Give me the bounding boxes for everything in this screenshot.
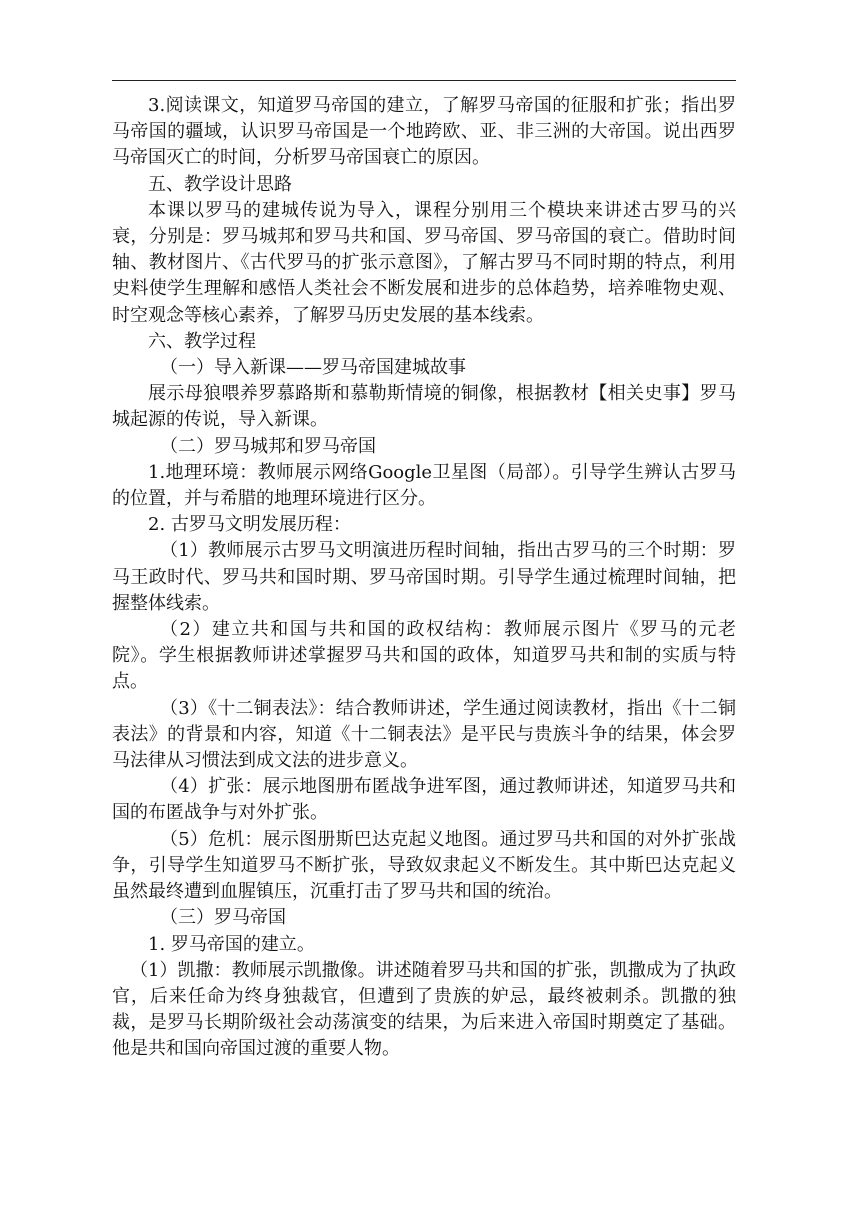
paragraph-republic: （2）建立共和国与共和国的政权结构：教师展示图片《罗马的元老院》。学生根据教师讲述掌握罗马共和国的政体，知道罗马共和制的实质与特点。 — [112, 619, 736, 693]
document-body — [112, 93, 736, 1063]
paragraph-expansion: （4）扩张：展示地图册布匿战争进军图，通过教师讲述，知道罗马共和国的布匿战争与对外扩张。 — [112, 776, 736, 824]
paragraph-design-ideas: 本课以罗马的建城传说为导入，课程分别用三个模块来讲述古罗马的兴衰，分别是：罗马城邦和罗马共和国、罗马帝国、罗马帝国的衰亡。借助时间轴、教材图片、《古代罗马的扩张示意图》，了解古罗马不同时期的特点，利用史料使学生理解和感悟人类社会不断发展和进步的总体趋势，培养唯物史观、时空观念等核心素养，了解罗马历史发展的基本线索。 — [112, 199, 736, 326]
paragraph-timeline: （1）教师展示古罗马文明演进历程时间轴，指出古罗马的三个时期：罗马王政时代、罗马共和国时期、罗马帝国时期。引导学生通过梳理时间轴，把握整体线索。 — [112, 540, 736, 614]
paragraph-empire-founding: 1. 罗马帝国的建立。 — [148, 933, 315, 955]
heading-design-ideas: 五、教学设计思路 — [148, 173, 292, 195]
header-rule — [112, 80, 736, 81]
paragraph-introduction: 展示母狼喂养罗慕路斯和慕勒斯情境的铜像，根据教材【相关史事】罗马城起源的传说，导入新课。 — [112, 383, 736, 431]
paragraph-development: 2. 古罗马文明发展历程： — [148, 514, 351, 536]
subheading-city-state: （二）罗马城邦和罗马帝国 — [160, 435, 376, 457]
heading-teaching-process: 六、教学过程 — [148, 330, 256, 352]
paragraph-objective-3: 3.阅读课文，知道罗马帝国的建立，了解罗马帝国的征服和扩张；指出罗马帝国的疆域，认识罗马帝国是一个地跨欧、亚、非三洲的大帝国。说出西罗马帝国灭亡的时间，分析罗马帝国衰亡的原因。 — [112, 95, 736, 169]
paragraph-crisis: （5）危机：展示图册斯巴达克起义地图。通过罗马共和国的对外扩张战争，引导学生知道罗马不断扩张，导致奴隶起义不断发生。其中斯巴达克起义虽然最终遭到血腥镇压，沉重打击了罗马共和国的统治。 — [112, 828, 736, 903]
paragraph-caesar: （1）凯撒：教师展示凯撒像。讲述随着罗马共和国的扩张，凯撒成为了执政官，后来任命为终身独裁官，但遭到了贵族的妒忌，最终被刺杀。凯撒的独裁，是罗马长期阶级社会动荡演变的结果，为后来进入帝国时期奠定了基础。他是共和国向帝国过渡的重要人物。 — [112, 959, 736, 1060]
subheading-empire: （三）罗马帝国 — [160, 907, 286, 929]
paragraph-twelve-tables: （3）《十二铜表法》：结合教师讲述，学生通过阅读教材，指出《十二铜表法》的背景和内容，知道《十二铜表法》是平民与贵族斗争的结果，体会罗马法律从习惯法到成文法的进步意义。 — [112, 697, 736, 772]
subheading-introduction: （一）导入新课——罗马帝国建城故事 — [160, 357, 466, 379]
paragraph-geography: 1.地理环境：教师展示网络Google卫星图（局部）。引导学生辨认古罗马的位置，并与希腊的地理环境进行区分。 — [112, 461, 736, 510]
